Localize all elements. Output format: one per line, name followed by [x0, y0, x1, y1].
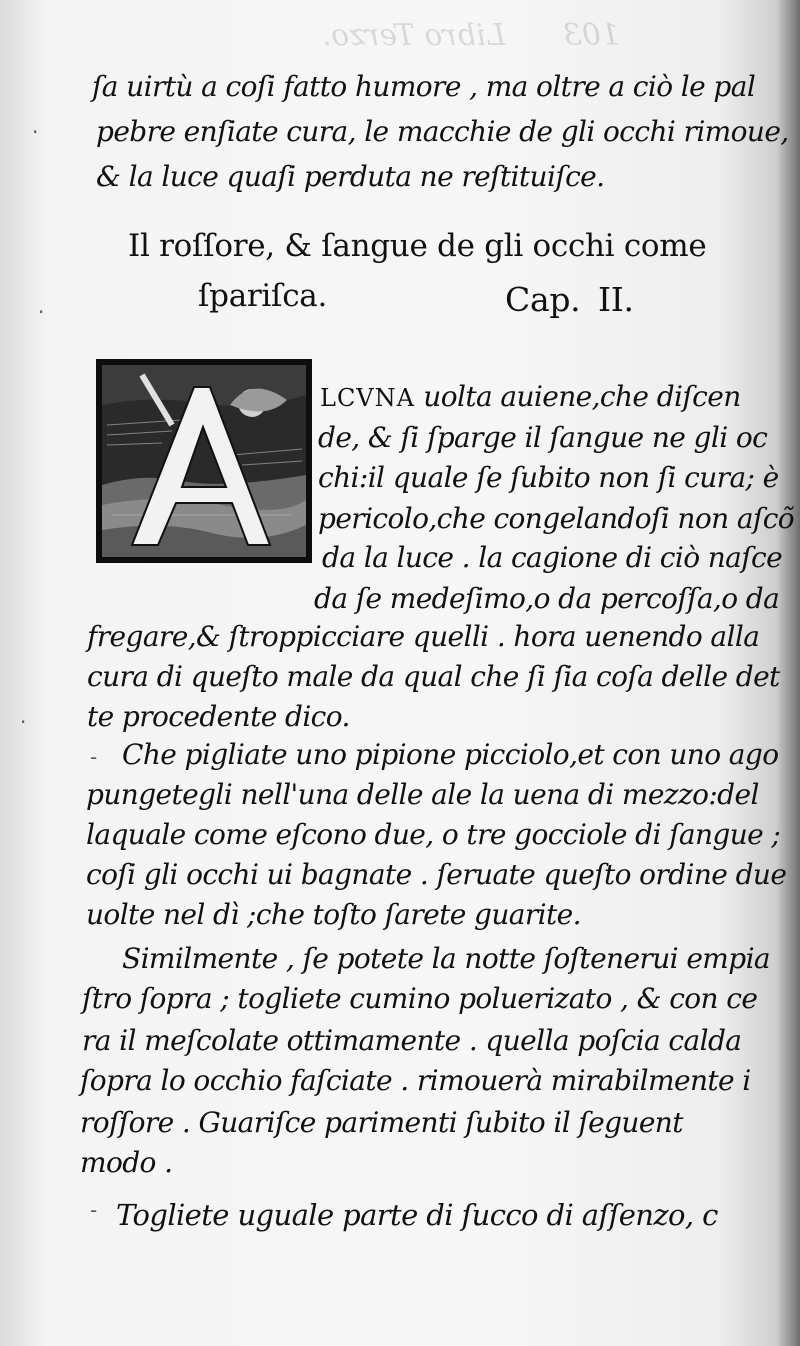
margin-mark: - [90, 1198, 98, 1222]
text-line: ſa uirtù a coſi fatto humore , ma oltre a ciò le pal [92, 70, 756, 103]
text-line: da ſe medeſimo,o da percoſſa,o da [314, 582, 780, 615]
text-line: Togliete uguale parte di ſucco di aſſenzo, c [116, 1198, 718, 1232]
text-line: de, & ſi ſparge il ſangue ne gli oc [318, 421, 768, 454]
chapter-cap-label: Cap. [505, 280, 581, 319]
text-line: te procedente dico. [87, 700, 350, 733]
chapter-number: II. [598, 280, 634, 319]
text-line: chi:il quale ſe ſubito non ſi cura; è [318, 461, 779, 494]
margin-mark: · [20, 710, 27, 734]
bleed-through-header [200, 18, 620, 53]
text-line: uolte nel dì ;che toſto ſarete guarite. [86, 898, 581, 931]
text-line: ra il meſcolate ottimamente . quella poſcia calda [82, 1024, 742, 1057]
text-line: pericolo,che congelandoſi non aſcõ [318, 502, 795, 535]
text-line: coſi gli occhi ui bagnate . ſeruate queſto ordine due [86, 858, 787, 891]
first-word-capitals: LCVNA [320, 384, 415, 412]
margin-mark: - [90, 745, 98, 769]
woodcut-initial [96, 359, 312, 563]
text-line: pungetegli nell'una delle ale la uena di mezzo:del [86, 778, 759, 811]
text-line: ſopra lo occhio faſciate . rimouerà mirabilmente i [80, 1064, 751, 1097]
woodcut-initial-image [102, 365, 306, 557]
page-number: 103 [562, 18, 620, 53]
text-line: da la luce . la cagione di ciò naſce [322, 541, 783, 574]
text-line: roſſore . Guariſce parimenti ſubito il ſeguent [80, 1106, 683, 1139]
dropcap-line [320, 380, 741, 413]
text-line: modo . [80, 1146, 173, 1179]
text-line: laquale come eſcono due, o tre gocciole di ſangue ; [86, 818, 781, 851]
chapter-title-line-1: Il roſſore, & ſangue de gli occhi come [128, 228, 707, 264]
chapter-title-line-2: ſpariſca. [198, 278, 328, 314]
text-line: & la luce quaſi perduta ne reſtituiſce. [96, 160, 605, 193]
text-line: fregare,& ſtroppicciare quelli . hora uenendo alla [87, 620, 760, 653]
text-line: cura di queſto male da qual che ſi ſia coſa delle det [87, 660, 780, 693]
text-line: pebre enſiate cura, le macchie de gli occhi rimoue, [96, 115, 789, 148]
text-line: Che pigliate uno pipione picciolo,et con uno ago [122, 738, 779, 771]
text-line: Similmente , ſe potete la notte ſoſtenerui empia [122, 942, 771, 975]
margin-mark: · [38, 300, 45, 324]
margin-mark: · [32, 120, 39, 144]
text-line: ſtro ſopra ; togliete cumino poluerizato , & con ce [82, 982, 758, 1015]
running-header: Libro Terzo. [322, 18, 506, 53]
text-line: uolta auiene,che diſcen [414, 380, 741, 413]
